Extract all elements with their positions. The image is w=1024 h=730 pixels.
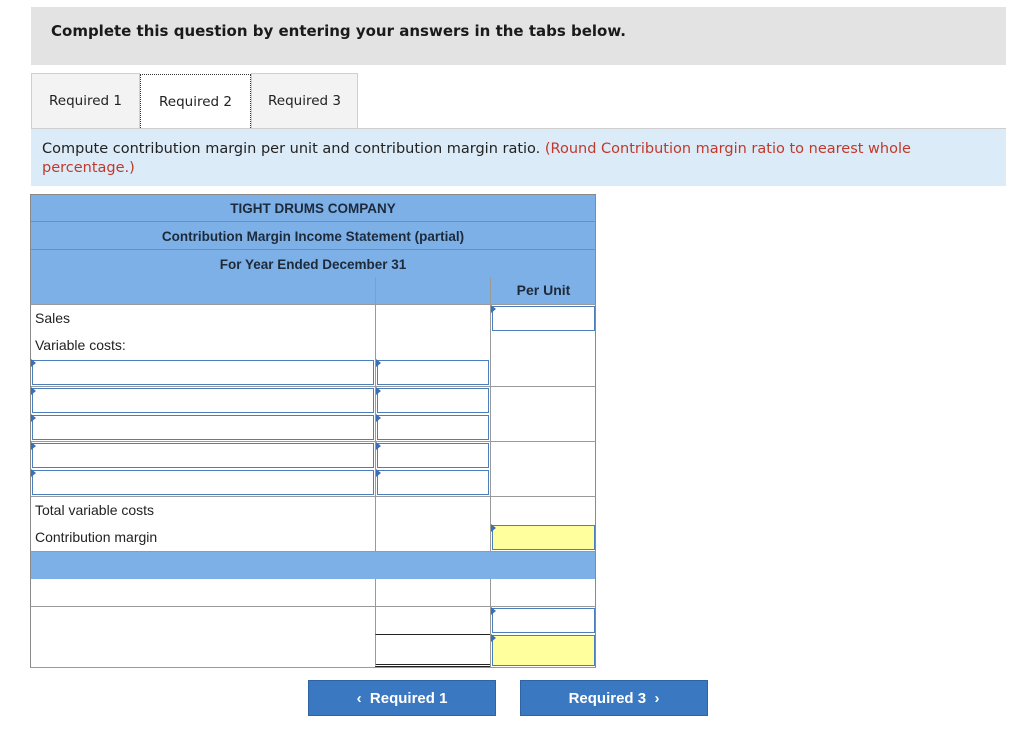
total-variable-costs-amount-cell — [375, 497, 490, 524]
ratio-row-1 — [30, 579, 596, 607]
per-unit-header: Per Unit — [490, 277, 596, 304]
empty-cell — [375, 579, 490, 606]
variable-cost-entry-row — [30, 387, 596, 415]
input-marker-icon — [491, 524, 496, 532]
tab-required-3[interactable]: Required 3 — [251, 73, 358, 129]
input-marker-icon — [376, 414, 381, 422]
ratio-row-2 — [30, 607, 596, 635]
total-variable-costs-row — [30, 497, 596, 525]
instructions-text — [42, 140, 972, 178]
empty-cell — [31, 634, 375, 667]
empty-cell — [31, 579, 375, 606]
variable-cost-amount-input[interactable] — [377, 470, 489, 495]
question-title: Complete this question by entering your answers in the tabs below. — [51, 22, 626, 40]
input-marker-icon — [491, 634, 496, 642]
column-header-row — [30, 277, 596, 305]
variable-cost-amount-input[interactable] — [377, 360, 489, 385]
header-cell-amount — [375, 277, 490, 304]
empty-cell — [490, 414, 596, 441]
input-marker-icon — [31, 442, 36, 450]
empty-cell — [490, 387, 596, 414]
empty-cell — [490, 469, 596, 496]
variable-cost-entry-row — [30, 442, 596, 470]
input-marker-icon — [376, 359, 381, 367]
variable-cost-entry-row — [30, 414, 596, 442]
input-marker-icon — [31, 387, 36, 395]
empty-cell — [490, 359, 596, 386]
instructions-note: (Round Contribution margin ratio to nearest whole percentage.) — [42, 141, 911, 176]
variable-cost-amount-input[interactable] — [377, 388, 489, 413]
contribution-margin-row — [30, 524, 596, 552]
variable-cost-amount-input[interactable] — [377, 443, 489, 468]
variable-cost-entry-row — [30, 359, 596, 387]
chevron-left-icon: ‹ — [356, 690, 362, 707]
input-marker-icon — [376, 442, 381, 450]
contribution-margin-per-unit-input[interactable] — [492, 525, 595, 550]
variable-costs-amount-cell — [375, 332, 490, 359]
tab-required-2[interactable]: Required 2 — [140, 74, 251, 130]
ratio-input-cell — [490, 607, 596, 634]
instructions-panel — [31, 129, 1006, 186]
empty-cell — [375, 607, 490, 634]
variable-costs-row — [30, 332, 596, 360]
total-variable-costs-per-unit-cell — [490, 497, 596, 524]
statement-period: For Year Ended December 31 — [30, 249, 596, 278]
contribution-margin-per-unit-cell — [490, 524, 596, 551]
variable-cost-name-input[interactable] — [32, 360, 374, 385]
section-separator-row — [30, 552, 596, 580]
variable-cost-amount-input[interactable] — [377, 415, 489, 440]
next-required-button[interactable] — [520, 680, 708, 716]
statement-title: Contribution Margin Income Statement (partial) — [30, 221, 596, 250]
header-cell-label — [31, 277, 375, 304]
input-marker-icon — [31, 414, 36, 422]
input-marker-icon — [31, 359, 36, 367]
empty-cell — [490, 442, 596, 469]
input-marker-icon — [491, 305, 496, 313]
contribution-margin-ratio-cell — [490, 634, 596, 667]
contribution-margin-ratio-input[interactable] — [492, 635, 595, 666]
ratio-total-cell — [375, 634, 490, 667]
chevron-right-icon: › — [654, 690, 660, 707]
empty-cell — [31, 607, 375, 634]
contribution-margin-amount-cell — [375, 524, 490, 551]
contribution-margin-label: Contribution margin — [35, 529, 158, 545]
variable-costs-per-unit-cell — [490, 332, 596, 359]
input-marker-icon — [491, 607, 496, 615]
previous-required-button[interactable] — [308, 680, 496, 716]
ratio-result-row — [30, 634, 596, 668]
sales-per-unit-cell — [490, 305, 596, 332]
company-name: TIGHT DRUMS COMPANY — [30, 194, 596, 222]
empty-cell — [490, 579, 596, 606]
sales-per-unit-input[interactable] — [492, 306, 595, 331]
sales-label: Sales — [35, 310, 71, 326]
sales-row — [30, 305, 596, 333]
input-marker-icon — [376, 387, 381, 395]
tab-required-1[interactable]: Required 1 — [31, 73, 140, 129]
total-variable-costs-label: Total variable costs — [35, 502, 155, 518]
input-marker-icon — [31, 469, 36, 477]
previous-button-label: Required 1 — [369, 690, 448, 707]
sales-amount-cell — [375, 305, 490, 332]
variable-cost-entry-row — [30, 469, 596, 497]
instructions-main: Compute contribution margin per unit and contribution margin ratio. — [42, 141, 541, 157]
variable-cost-name-input[interactable] — [32, 415, 374, 440]
next-button-label: Required 3 — [568, 690, 647, 707]
variable-cost-name-input[interactable] — [32, 443, 374, 468]
question-header — [31, 7, 1006, 65]
ratio-input[interactable] — [492, 608, 595, 633]
variable-cost-name-input[interactable] — [32, 388, 374, 413]
input-marker-icon — [376, 469, 381, 477]
variable-costs-label: Variable costs: — [35, 337, 126, 353]
variable-cost-name-input[interactable] — [32, 470, 374, 495]
